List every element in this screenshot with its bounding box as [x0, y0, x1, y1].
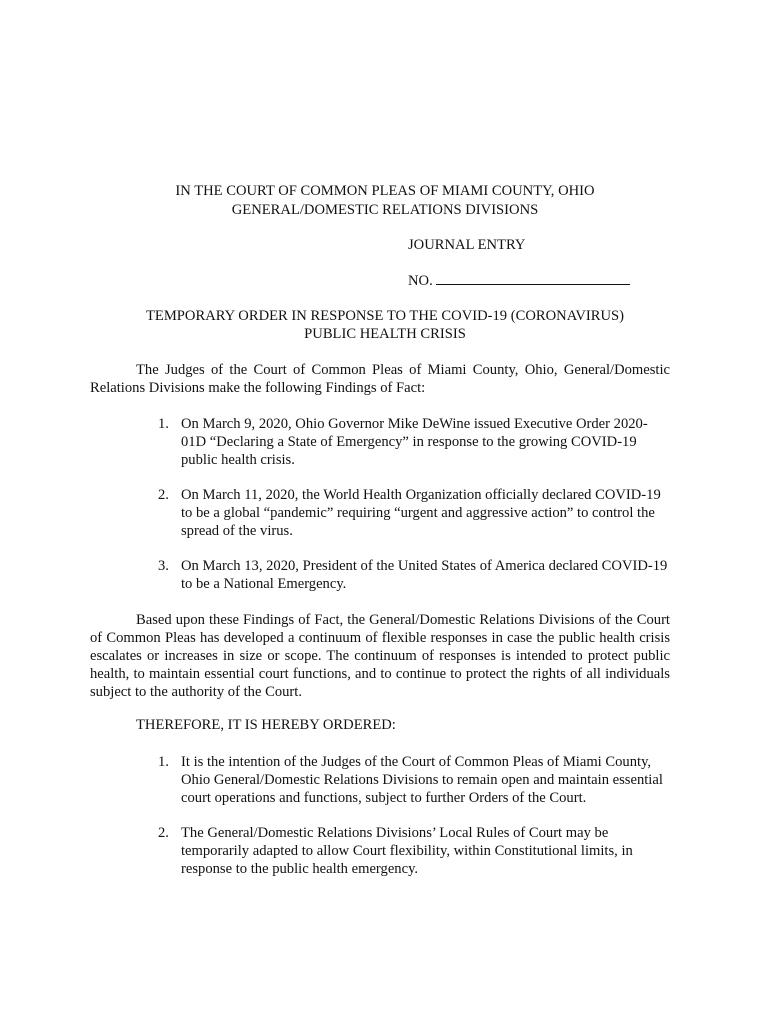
court-name-heading: IN THE COURT OF COMMON PLEAS OF MIAMI COUNTY, OHIO — [175, 183, 595, 199]
intro-paragraph: The Judges of the Court of Common Pleas of Miami County, Ohio, General/Domestic Relations Divisions make the following Findings of Fact: — [90, 362, 670, 396]
finding-item-2 — [158, 486, 670, 540]
finding-number: 1. — [158, 416, 169, 432]
order-title-line-1: TEMPORARY ORDER IN RESPONSE TO THE COVID-19 (CORONAVIRUS) — [146, 308, 624, 324]
order-text: The General/Domestic Relations Divisions’ Local Rules of Court may be temporarily adapted to allow Court flexibility, within Constitutional limits, in response to the public health emergency. — [181, 825, 633, 877]
basis-paragraph: Based upon these Findings of Fact, the General/Domestic Relations Divisions of the Court of Common Pleas has developed a continuum of flexible responses in case the public health crisis escalates or increases in size or scope. The continuum of responses is intended to protect public health, to maintain essential court functions, and to continue to protect the rights of all individuals subject to the authority of the Court. — [90, 612, 670, 700]
order-number: 1. — [158, 754, 169, 770]
order-text: It is the intention of the Judges of the Court of Common Pleas of Miami County, Ohio General/Domestic Relations Divisions to remain open and maintain essential court operations and functions, subject to further Orders of the Court. — [181, 754, 663, 806]
finding-item-1 — [158, 415, 670, 469]
finding-number: 3. — [158, 558, 169, 574]
finding-text: On March 11, 2020, the World Health Organization officially declared COVID-19 to be a global “pandemic” requiring “urgent and aggressive action” to control the spread of the virus. — [181, 487, 661, 539]
case-number-label: NO. — [408, 273, 433, 289]
case-number-blank — [436, 271, 630, 285]
ordered-heading: THEREFORE, IT IS HEREBY ORDERED: — [136, 717, 396, 733]
finding-number: 2. — [158, 487, 169, 503]
order-item-2 — [158, 824, 670, 878]
case-number-field — [408, 271, 630, 290]
division-heading: GENERAL/DOMESTIC RELATIONS DIVISIONS — [231, 202, 539, 218]
finding-item-3 — [158, 557, 670, 593]
finding-text: On March 13, 2020, President of the United States of America declared COVID-19 to be a National Emergency. — [181, 558, 668, 592]
order-item-1 — [158, 753, 670, 807]
order-title-line-2: PUBLIC HEALTH CRISIS — [304, 326, 466, 342]
journal-entry-label: JOURNAL ENTRY — [408, 237, 526, 253]
order-number: 2. — [158, 825, 169, 841]
finding-text: On March 9, 2020, Ohio Governor Mike DeWine issued Executive Order 2020-01D “Declaring a State of Emergency” in response to the growing COVID-19 public health crisis. — [181, 416, 648, 468]
